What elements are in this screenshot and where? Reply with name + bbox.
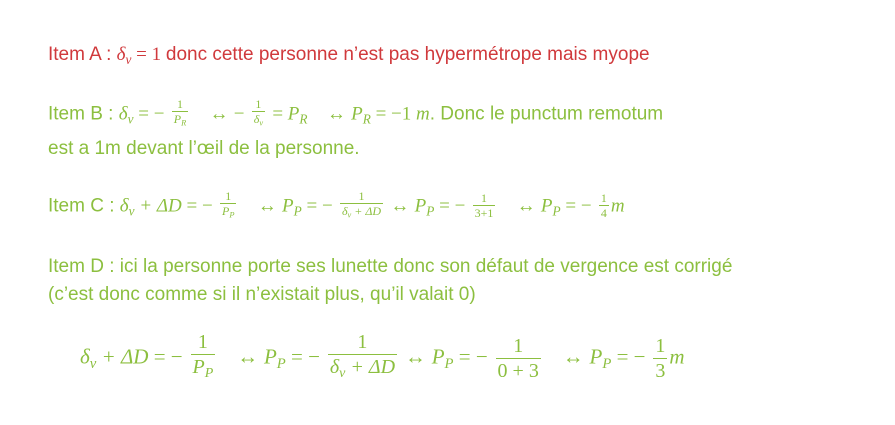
item-c-line: Item C : $\delta_v + \Delta D$ = − $\frac{1}{P_P}$ ↔ $P_P$ = − $\frac{1}{\delta_v + \Delta D}$ ↔ $P_P$ = − $\frac{1}{3+1}$ ↔ $P_P$ = − $\frac{1}{4}$ m	[48, 190, 625, 223]
subscript-v: v	[125, 51, 132, 67]
fraction-one-third: $\frac{1}{3}$	[655, 334, 666, 382]
equals-value: = 1	[131, 44, 166, 65]
equivalence-arrow: ↔	[257, 195, 277, 217]
equivalence-arrow: ↔	[516, 195, 536, 217]
equivalence-arrow: ↔	[209, 103, 229, 125]
fraction-one-over-pp: $\frac{1}{P_P}$	[191, 330, 216, 386]
fraction-one-over-sum: $\frac{1}{\delta_v + \Delta D}$	[328, 330, 397, 386]
item-d-line-2: (c’est donc comme si il n’existait plus, qu’il valait 0)	[48, 284, 476, 305]
equivalence-arrow: ↔	[237, 344, 259, 369]
item-b-line: Item B : $\delta_v$ = − $\frac{1}{P_R}$ ↔ − $\frac{1}{\delta_v}$ = $P_R$ ↔ $P_R = -1$ m. Donc le punctum remotum	[48, 98, 663, 131]
item-b-text: . Donc le punctum remotum	[429, 103, 664, 125]
item-a-label: Item A :	[48, 44, 117, 65]
item-a-text: donc cette personne n’est pas hypermétrope mais myope	[165, 44, 650, 65]
delta-symbol: δ	[116, 44, 126, 65]
equivalence-arrow: ↔	[326, 103, 346, 125]
item-b-line-2: est a 1m devant l’œil de la personne.	[48, 138, 360, 159]
fraction-one-over-sum: $\frac{1}{\delta_v + \Delta D}$	[340, 190, 383, 223]
equivalence-arrow: ↔	[404, 344, 426, 369]
final-equation: $\delta_v + \Delta D$ = − $\frac{1}{P_P}$ ↔ $P_P$ = − $\frac{1}{\delta_v + \Delta D}$ ↔ $P_P$ = − $\frac{1}{0 + 3}$ ↔ $P_P$ = − $\frac{1}{3}$ m	[80, 330, 685, 386]
subscript-v: v	[127, 111, 134, 127]
delta-symbol: δ	[118, 103, 128, 125]
fraction-one-quarter: $\frac{1}{4}$	[600, 191, 607, 221]
fraction-one-over-delta: $\frac{1}{\delta_v}$	[252, 98, 265, 131]
item-a-line	[48, 44, 650, 68]
equals-minus: = −	[133, 103, 165, 125]
fraction-one-over-zero-plus-three: $\frac{1}{0 + 3}$	[497, 334, 539, 382]
fraction-one-over-three-plus-one: $\frac{1}{3+1}$	[474, 191, 494, 221]
equivalence-arrow: ↔	[562, 344, 584, 369]
equivalence-arrow: ↔	[390, 195, 410, 217]
fraction-one-over-pp: $\frac{1}{P_P}$	[220, 190, 236, 223]
item-d-line-1: Item D : ici la personne porte ses lunette donc son défaut de vergence est corrigé	[48, 256, 733, 277]
item-b-label: Item B :	[48, 103, 119, 125]
item-c-label: Item C :	[48, 195, 120, 217]
fraction-one-over-pr: $\frac{1}{P_R}$	[172, 98, 188, 131]
